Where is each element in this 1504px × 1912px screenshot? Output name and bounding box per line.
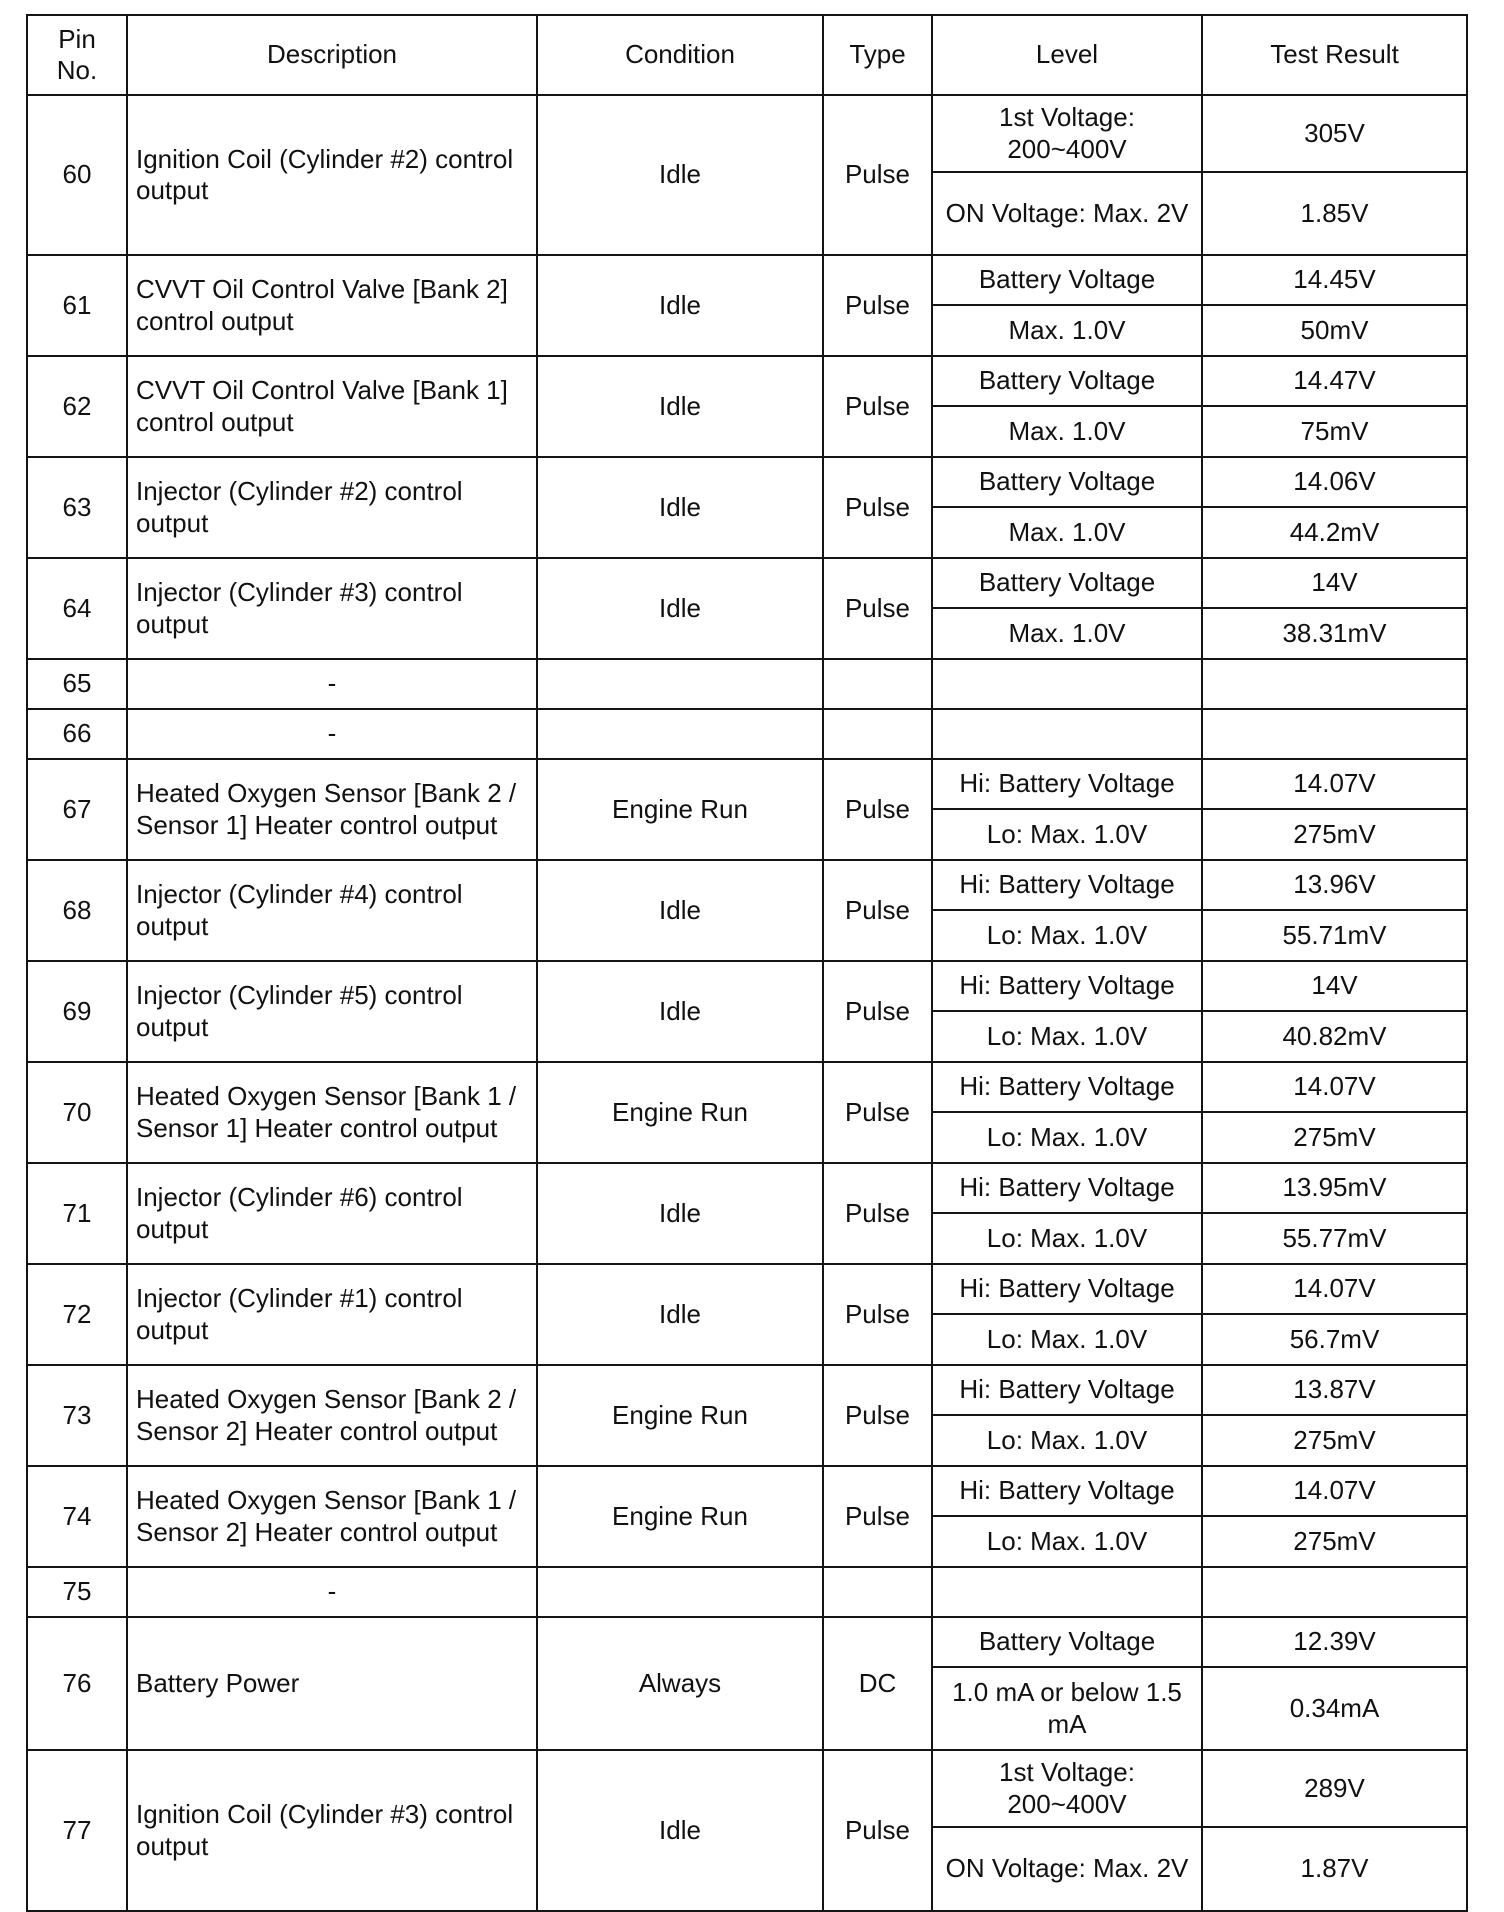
level-cell: Hi: Battery Voltage — [932, 1062, 1202, 1112]
type-cell: Pulse — [823, 1750, 932, 1911]
level-cell: Hi: Battery Voltage — [932, 860, 1202, 910]
table-row — [27, 1750, 1467, 1827]
type-cell — [823, 1567, 932, 1617]
description-cell: Injector (Cylinder #1) control output — [127, 1264, 537, 1365]
description-cell: Injector (Cylinder #4) control output — [127, 860, 537, 961]
level-cell: Battery Voltage — [932, 356, 1202, 406]
result-cell: 75mV — [1202, 406, 1467, 457]
result-cell: 13.95mV — [1202, 1163, 1467, 1213]
table-row — [27, 95, 1467, 172]
condition-cell: Engine Run — [537, 1466, 823, 1567]
type-cell — [823, 659, 932, 709]
level-cell: Max. 1.0V — [932, 305, 1202, 356]
result-cell: 14.07V — [1202, 1264, 1467, 1314]
level-cell: Hi: Battery Voltage — [932, 759, 1202, 809]
level-cell: Max. 1.0V — [932, 406, 1202, 457]
pin-cell: 64 — [27, 558, 127, 659]
condition-cell: Idle — [537, 860, 823, 961]
pin-cell: 67 — [27, 759, 127, 860]
level-cell — [932, 1567, 1202, 1617]
level-cell: 1st Voltage: 200~400V — [932, 1750, 1202, 1827]
table-row — [27, 659, 1467, 709]
table-row — [27, 1163, 1467, 1213]
type-cell: Pulse — [823, 95, 932, 255]
condition-cell: Idle — [537, 961, 823, 1062]
level-cell: Lo: Max. 1.0V — [932, 1516, 1202, 1567]
level-cell: Battery Voltage — [932, 1617, 1202, 1667]
level-cell: Battery Voltage — [932, 558, 1202, 608]
result-cell: 13.87V — [1202, 1365, 1467, 1415]
table-row — [27, 1466, 1467, 1516]
level-cell: Battery Voltage — [932, 457, 1202, 507]
level-cell: 1.0 mA or below 1.5 mA — [932, 1667, 1202, 1750]
description-cell: Heated Oxygen Sensor [Bank 2 / Sensor 2] Heater control output — [127, 1365, 537, 1466]
type-cell: Pulse — [823, 558, 932, 659]
level-cell: Hi: Battery Voltage — [932, 1163, 1202, 1213]
pin-cell: 69 — [27, 961, 127, 1062]
pin-cell: 66 — [27, 709, 127, 759]
header-pin-line1: Pin — [58, 23, 96, 54]
result-cell: 44.2mV — [1202, 507, 1467, 558]
description-cell: - — [127, 1567, 537, 1617]
result-cell: 14.47V — [1202, 356, 1467, 406]
result-cell: 55.77mV — [1202, 1213, 1467, 1264]
table-row — [27, 961, 1467, 1011]
condition-cell: Engine Run — [537, 1062, 823, 1163]
table-row — [27, 457, 1467, 507]
pin-test-table — [26, 14, 1468, 1912]
result-cell: 38.31mV — [1202, 608, 1467, 659]
type-cell: Pulse — [823, 1163, 932, 1264]
result-cell: 275mV — [1202, 1415, 1467, 1466]
description-cell: Injector (Cylinder #2) control output — [127, 457, 537, 558]
description-cell: Battery Power — [127, 1617, 537, 1750]
type-cell: Pulse — [823, 1365, 932, 1466]
condition-cell: Idle — [537, 255, 823, 356]
result-cell: 14.07V — [1202, 1466, 1467, 1516]
table-row — [27, 709, 1467, 759]
result-cell: 50mV — [1202, 305, 1467, 356]
type-cell: DC — [823, 1617, 932, 1750]
header-description: Description — [127, 15, 537, 95]
pin-cell: 76 — [27, 1617, 127, 1750]
pin-cell: 65 — [27, 659, 127, 709]
level-cell: Lo: Max. 1.0V — [932, 1011, 1202, 1062]
result-cell: 56.7mV — [1202, 1314, 1467, 1365]
level-cell: Hi: Battery Voltage — [932, 961, 1202, 1011]
result-cell: 14V — [1202, 558, 1467, 608]
pin-cell: 62 — [27, 356, 127, 457]
result-cell: 275mV — [1202, 809, 1467, 860]
table-row — [27, 759, 1467, 809]
description-cell: Injector (Cylinder #5) control output — [127, 961, 537, 1062]
table-row — [27, 1617, 1467, 1667]
description-cell: - — [127, 659, 537, 709]
pin-cell: 61 — [27, 255, 127, 356]
result-cell: 12.39V — [1202, 1617, 1467, 1667]
result-cell: 1.87V — [1202, 1827, 1467, 1911]
description-cell: Ignition Coil (Cylinder #3) control output — [127, 1750, 537, 1911]
pin-cell: 68 — [27, 860, 127, 961]
result-cell: 55.71mV — [1202, 910, 1467, 961]
result-cell: 14V — [1202, 961, 1467, 1011]
result-cell: 1.85V — [1202, 172, 1467, 255]
pin-cell: 77 — [27, 1750, 127, 1911]
pin-cell: 63 — [27, 457, 127, 558]
level-cell: Lo: Max. 1.0V — [932, 1213, 1202, 1264]
description-cell: CVVT Oil Control Valve [Bank 1] control output — [127, 356, 537, 457]
condition-cell: Idle — [537, 1750, 823, 1911]
condition-cell: Idle — [537, 558, 823, 659]
condition-cell: Always — [537, 1617, 823, 1750]
type-cell: Pulse — [823, 1466, 932, 1567]
condition-cell — [537, 709, 823, 759]
result-cell: 14.07V — [1202, 1062, 1467, 1112]
level-cell — [932, 659, 1202, 709]
condition-cell — [537, 1567, 823, 1617]
type-cell: Pulse — [823, 457, 932, 558]
header-row — [27, 15, 1467, 95]
type-cell: Pulse — [823, 860, 932, 961]
condition-cell: Engine Run — [537, 759, 823, 860]
type-cell — [823, 709, 932, 759]
pin-cell: 71 — [27, 1163, 127, 1264]
header-pin — [27, 15, 127, 95]
description-cell: Injector (Cylinder #3) control output — [127, 558, 537, 659]
result-cell: 275mV — [1202, 1516, 1467, 1567]
type-cell: Pulse — [823, 255, 932, 356]
header-type: Type — [823, 15, 932, 95]
condition-cell: Idle — [537, 457, 823, 558]
result-cell: 14.06V — [1202, 457, 1467, 507]
condition-cell: Idle — [537, 1264, 823, 1365]
type-cell: Pulse — [823, 1264, 932, 1365]
pin-cell: 70 — [27, 1062, 127, 1163]
pin-cell: 72 — [27, 1264, 127, 1365]
table-row — [27, 1567, 1467, 1617]
level-cell: Hi: Battery Voltage — [932, 1264, 1202, 1314]
table-row — [27, 356, 1467, 406]
level-cell: ON Voltage: Max. 2V — [932, 172, 1202, 255]
level-cell: Lo: Max. 1.0V — [932, 1112, 1202, 1163]
description-cell: CVVT Oil Control Valve [Bank 2] control output — [127, 255, 537, 356]
level-cell: Hi: Battery Voltage — [932, 1365, 1202, 1415]
table-row — [27, 860, 1467, 910]
description-cell: - — [127, 709, 537, 759]
condition-cell: Idle — [537, 1163, 823, 1264]
level-cell: Lo: Max. 1.0V — [932, 809, 1202, 860]
result-cell: 305V — [1202, 95, 1467, 172]
table-row — [27, 1365, 1467, 1415]
description-cell: Injector (Cylinder #6) control output — [127, 1163, 537, 1264]
condition-cell — [537, 659, 823, 709]
table-body — [27, 95, 1467, 1911]
description-cell: Heated Oxygen Sensor [Bank 2 / Sensor 1] Heater control output — [127, 759, 537, 860]
result-cell: 40.82mV — [1202, 1011, 1467, 1062]
type-cell: Pulse — [823, 1062, 932, 1163]
pin-cell: 74 — [27, 1466, 127, 1567]
table-row — [27, 1264, 1467, 1314]
type-cell: Pulse — [823, 961, 932, 1062]
level-cell — [932, 709, 1202, 759]
type-cell: Pulse — [823, 759, 932, 860]
level-cell: Hi: Battery Voltage — [932, 1466, 1202, 1516]
result-cell: 275mV — [1202, 1112, 1467, 1163]
table-row — [27, 558, 1467, 608]
table-row — [27, 1062, 1467, 1112]
level-cell: ON Voltage: Max. 2V — [932, 1827, 1202, 1911]
table-row — [27, 255, 1467, 305]
result-cell: 289V — [1202, 1750, 1467, 1827]
level-cell: Max. 1.0V — [932, 507, 1202, 558]
pin-cell: 73 — [27, 1365, 127, 1466]
header-condition: Condition — [537, 15, 823, 95]
result-cell — [1202, 1567, 1467, 1617]
header-result: Test Result — [1202, 15, 1467, 95]
result-cell: 14.45V — [1202, 255, 1467, 305]
pin-cell: 60 — [27, 95, 127, 255]
header-level: Level — [932, 15, 1202, 95]
level-cell: Lo: Max. 1.0V — [932, 1415, 1202, 1466]
level-cell: Lo: Max. 1.0V — [932, 910, 1202, 961]
level-cell: 1st Voltage: 200~400V — [932, 95, 1202, 172]
type-cell: Pulse — [823, 356, 932, 457]
pin-cell: 75 — [27, 1567, 127, 1617]
level-cell: Max. 1.0V — [932, 608, 1202, 659]
level-cell: Lo: Max. 1.0V — [932, 1314, 1202, 1365]
condition-cell: Engine Run — [537, 1365, 823, 1466]
result-cell — [1202, 709, 1467, 759]
header-pin-line2: No. — [56, 55, 98, 85]
condition-cell: Idle — [537, 95, 823, 255]
condition-cell: Idle — [537, 356, 823, 457]
result-cell: 0.34mA — [1202, 1667, 1467, 1750]
result-cell — [1202, 659, 1467, 709]
result-cell: 14.07V — [1202, 759, 1467, 809]
level-cell: Battery Voltage — [932, 255, 1202, 305]
result-cell: 13.96V — [1202, 860, 1467, 910]
description-cell: Ignition Coil (Cylinder #2) control output — [127, 95, 537, 255]
description-cell: Heated Oxygen Sensor [Bank 1 / Sensor 2] Heater control output — [127, 1466, 537, 1567]
description-cell: Heated Oxygen Sensor [Bank 1 / Sensor 1] Heater control output — [127, 1062, 537, 1163]
